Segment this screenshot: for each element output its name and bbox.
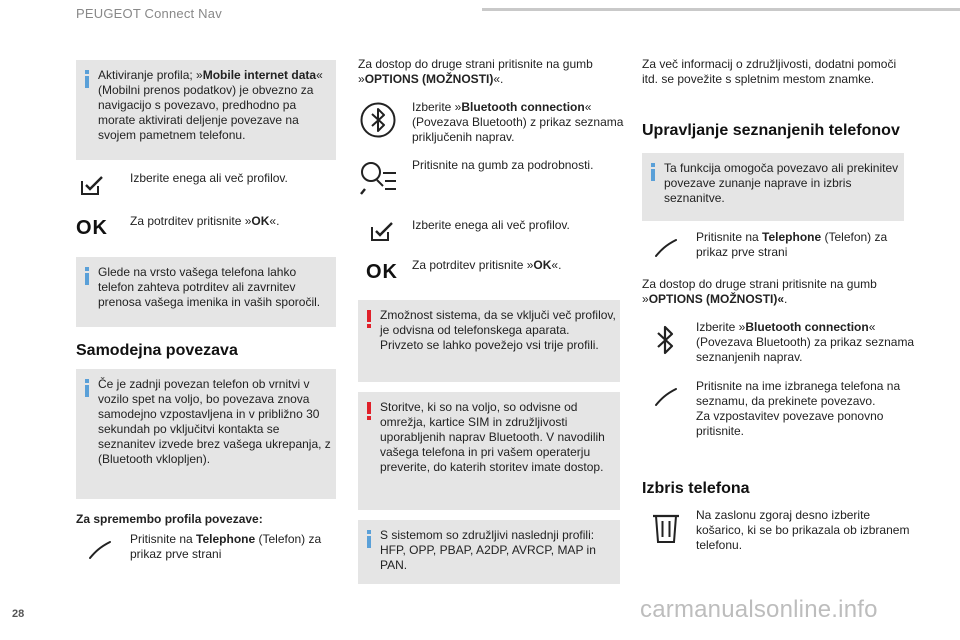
step-text: Za potrditev pritisnite »OK«.	[412, 258, 562, 272]
warning-text: Storitve, ki so na voljo, so odvisne od omrežja, kartice SIM in združljivosti uporabljenih naprav Bluetooth. V navodilih vašega telefona in pri vašem operaterju preverite, do katerih storitev imate dostop.	[380, 400, 605, 474]
checkbox-check-icon	[364, 214, 400, 250]
change-profile-label: Za spremembo profila povezave:	[76, 512, 263, 526]
step-text: Izberite »Bluetooth connection« (Povezava Bluetooth) za prikaz seznama seznanjenih naprav.	[696, 320, 915, 364]
info-icon	[84, 379, 90, 397]
step-details-button	[358, 158, 620, 198]
options-instruction: Za dostop do druge strani pritisnite na gumb »OPTIONS (MOŽNOSTI)«.	[358, 57, 593, 86]
section-heading-manage-phones: Upravljanje seznanjenih telefonov	[642, 122, 900, 139]
warning-box-services	[358, 392, 620, 510]
ok-icon-label: OK	[366, 260, 398, 283]
warning-icon	[366, 310, 372, 328]
search-list-icon	[358, 158, 398, 198]
options-instruction: Za dostop do druge strani pritisnite na gumb »OPTIONS (MOŽNOSTI)«.	[642, 277, 877, 306]
info-text: Aktiviranje profila; »Mobile internet data« (Mobilni prenos podatkov) je obvezno za navigacijo s povezavo, predhodno pa morate aktivirati deljenje povezave na svojem pametnem telefonu.	[98, 68, 323, 142]
section-heading-auto-connect: Samodejna povezava	[76, 342, 238, 359]
info-text: Ta funkcija omogoča povezavo ali prekinitev povezave zunanje naprave in izbris seznanitve.	[664, 161, 899, 205]
step-select-profiles	[364, 214, 620, 250]
info-box-profiles-list	[358, 520, 620, 584]
step-text: Na zaslonu zgoraj desno izberite košarico, ki se bo prikazala ob izbranem telefonu.	[696, 508, 910, 552]
info-box-auto-connect	[76, 369, 336, 499]
header-divider	[482, 8, 960, 11]
trash-icon	[648, 508, 684, 548]
pointer-stroke-icon	[82, 532, 118, 568]
step-confirm-ok	[364, 254, 620, 290]
step-press-telephone	[648, 230, 904, 266]
step-text: Pritisnite na ime izbranega telefona na seznamu, da prekinete povezavo. Za vzpostavitev povezave ponovno pritisnite.	[696, 379, 901, 438]
warning-box-profiles	[358, 300, 620, 382]
step-bluetooth-connection	[648, 320, 915, 364]
step-text: Pritisnite na Telephone (Telefon) za prikaz prve strani	[696, 230, 888, 259]
warning-icon	[366, 402, 372, 420]
pointer-stroke-icon	[648, 379, 684, 415]
info-text: S sistemom so združljivi naslednji profili: HFP, OPP, PBAP, A2DP, AVRCP, MAP in PAN.	[380, 528, 596, 572]
step-select-phone-name	[648, 379, 904, 443]
pointer-stroke-icon	[648, 230, 684, 266]
step-text: Izberite enega ali več profilov.	[130, 171, 288, 185]
info-box-manage	[642, 153, 904, 221]
step-confirm-ok	[74, 210, 336, 246]
info-box-phonebook	[76, 257, 336, 327]
step-text: Za potrditev pritisnite »OK«.	[130, 214, 280, 228]
step-text: Pritisnite na Telephone (Telefon) za prikaz prve strani	[130, 532, 322, 561]
section-heading-delete-phone: Izbris telefona	[642, 480, 750, 497]
checkbox-check-icon	[74, 168, 110, 204]
info-icon	[366, 530, 372, 548]
step-delete-phone	[648, 508, 910, 556]
info-text: Glede na vrsto vašega telefona lahko telefon zahteva potrditev ali zavrnitev prenosa vašega imenika in vaših sporočil.	[98, 265, 321, 309]
info-icon	[84, 70, 90, 88]
bluetooth-icon	[358, 100, 398, 140]
page-number: 28	[12, 608, 25, 620]
compatibility-text: Za več informacij o združljivosti, dodatni pomoči itd. se povežite s spletnim mestom znamke.	[642, 57, 897, 86]
info-icon	[84, 267, 90, 285]
bluetooth-icon	[648, 320, 684, 360]
ok-icon	[74, 210, 110, 246]
warning-text: Zmožnost sistema, da se vključi več profilov, je odvisna od telefonskega aparata. Privzeto se lahko povežejo vsi trije profili.	[380, 308, 616, 352]
step-bluetooth-connection	[358, 100, 624, 144]
step-select-profiles	[74, 168, 336, 204]
ok-icon	[364, 254, 400, 290]
info-icon	[650, 163, 656, 181]
step-press-telephone	[82, 532, 336, 568]
watermark: carmanualsonline.info	[640, 596, 878, 623]
step-text: Pritisnite na gumb za podrobnosti.	[412, 158, 594, 172]
info-text: Če je zadnji povezan telefon ob vrnitvi v vozilo spet na voljo, bo povezava znova samodejno vzpostavljena in v približno 30 sekundah po vključitvi kontakta se seznanitev izvede brez vašega ukrepanja, z (Bluetooth vklopljen).	[98, 377, 331, 466]
ok-icon-label: OK	[76, 216, 108, 239]
info-box-mobile-data	[76, 60, 336, 160]
step-text: Izberite enega ali več profilov.	[412, 218, 570, 232]
header-title: PEUGEOT Connect Nav	[76, 6, 222, 21]
step-text: Izberite »Bluetooth connection« (Povezava Bluetooth) z prikaz seznama priključenih naprav.	[412, 100, 624, 144]
